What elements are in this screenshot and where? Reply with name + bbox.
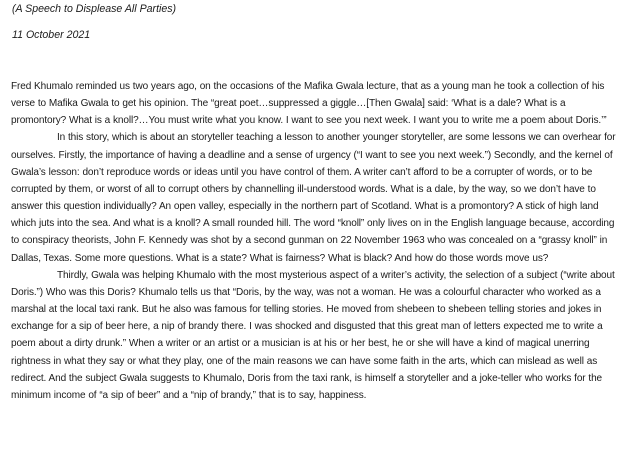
document-date: 11 October 2021: [12, 29, 91, 41]
paragraph-3: Thirdly, Gwala was helping Khumalo with the most mysterious aspect of a writer’s activity, the selection of a subject (“write about Doris.”) Who was this Doris? Khumalo tells us that “Doris, by the way, was not a woman. He was a colourful character who worked as a marshal at the local taxi rank. But he also was famous for telling stories. He moved from shebeen to shebeen telling stories and jokes in exchange for a sip of beer here, a nip of brandy there. I was shocked and disgusted that this great man of letters expected me to write a poem about a dirty drunk.” When a writer or an artist or a musician is at his or her best, he or she will have a kind of magical unerring rightness in what they say or what they play, one of the main reasons we can have some faith in the arts, which can mislead as well as redirect. And the subject Gwala suggests to Khumalo, Doris from the taxi rank, is himself a storyteller and a joke-teller who works for the minimum income of “a sip of beer” and a “nip of brandy,” that is to say, happiness.: [11, 269, 615, 401]
paragraph-1: Fred Khumalo reminded us two years ago, on the occasions of the Mafika Gwala lecture, that as a young man he took a collection of his verse to Mafika Gwala to get his opinion. The “great poet…suppressed a giggle…[Then Gwala] said: ‘What is a dale? What is a promontory? What is a knoll?…You must write what you know. I want to see you next week. I want you to write me a poem about Doris.’”: [11, 81, 607, 127]
document-subtitle: (A Speech to Displease All Parties): [12, 3, 177, 15]
paragraph-2: In this story, which is about an storyteller teaching a lesson to another younger storyteller, are some lessons we can overhear for ourselves. Firstly, the importance of having a deadline and a sense of urgency (“I want to see you next week.”) Secondly, and the kernel of Gwala’s lesson: don’t reproduce words or ideas until you have control of them. A writer can’t afford to be a corrupter of words, or to be corrupted by them, or worst of all to corrupt others by channelling ill-understood words. What is a dale, by the way, so we don’t have to answer this question individually? An open valley, especially in the northern part of Scotland. What is a promontory? A stick of high land which juts into the sea. And what is a knoll? A small rounded hill. The word “knoll” only lives on in the English language because, according to conspiracy theorists, John F. Kennedy was shot by a second gunman on 22 November 1963 who was concealed on a “grassy knoll” in Dallas, Texas. Some more questions. What is a state? What is fairness? What is black? And how do those words move us?: [11, 132, 616, 264]
document-body[interactable]: [11, 78, 621, 404]
